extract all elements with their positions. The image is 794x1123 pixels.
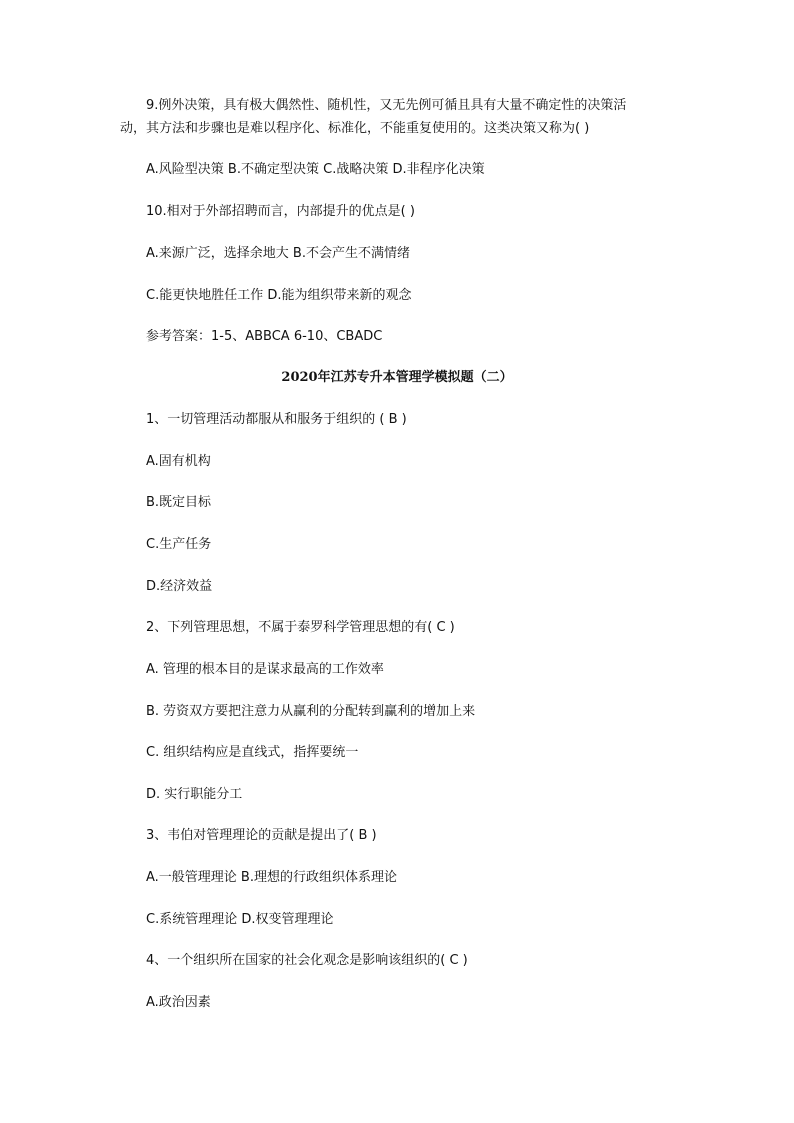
q10-question: 10.相对于外部招聘而言，内部提升的优点是( ) — [146, 204, 415, 219]
q2-option-d: D. 实行职能分工 — [146, 787, 243, 802]
q1-option-c: C.生产任务 — [146, 537, 212, 552]
section-title: 2020年江苏专升本管理学模拟题（二） — [281, 370, 513, 385]
answer-key: 参考答案：1-5、ABBCA 6-10、CBADC — [146, 329, 383, 344]
q9-text-line1: 9.例外决策，具有极大偶然性、随机性，又无先例可循且具有大量不确定性的决策活 — [146, 98, 627, 113]
q10-options-cd: C.能更快地胜任工作 D.能为组织带来新的观念 — [146, 288, 412, 303]
q3-options-ab: A.一般管理理论 B.理想的行政组织体系理论 — [146, 870, 397, 885]
q2-option-b: B. 劳资双方要把注意力从赢利的分配转到赢利的增加上来 — [146, 704, 476, 719]
q10-options-ab: A.来源广泛，选择余地大 B.不会产生不满情绪 — [146, 246, 410, 261]
q1-option-b: B.既定目标 — [146, 495, 212, 510]
q3-options-cd: C.系统管理理论 D.权变管理理论 — [146, 912, 334, 927]
q9-text-line2: 动，其方法和步骤也是难以程序化、标准化，不能重复使用的。这类决策又称为( ) — [120, 121, 590, 136]
q4-question: 4、一个组织所在国家的社会化观念是影响该组织的( C ) — [146, 953, 468, 968]
q1-question: 1、一切管理活动都服从和服务于组织的 ( B ) — [146, 412, 407, 427]
q2-question: 2、下列管理思想，不属于泰罗科学管理思想的有( C ) — [146, 620, 455, 635]
q2-option-a: A. 管理的根本目的是谋求最高的工作效率 — [146, 662, 384, 677]
q2-option-c: C. 组织结构应是直线式，指挥要统一 — [146, 745, 359, 760]
q3-question: 3、韦伯对管理理论的贡献是提出了( B ) — [146, 828, 377, 843]
q9-options: A.风险型决策 B.不确定型决策 C.战略决策 D.非程序化决策 — [146, 162, 485, 177]
q4-option-a: A.政治因素 — [146, 995, 211, 1010]
q1-option-a: A.固有机构 — [146, 454, 211, 469]
q1-option-d: D.经济效益 — [146, 579, 213, 594]
